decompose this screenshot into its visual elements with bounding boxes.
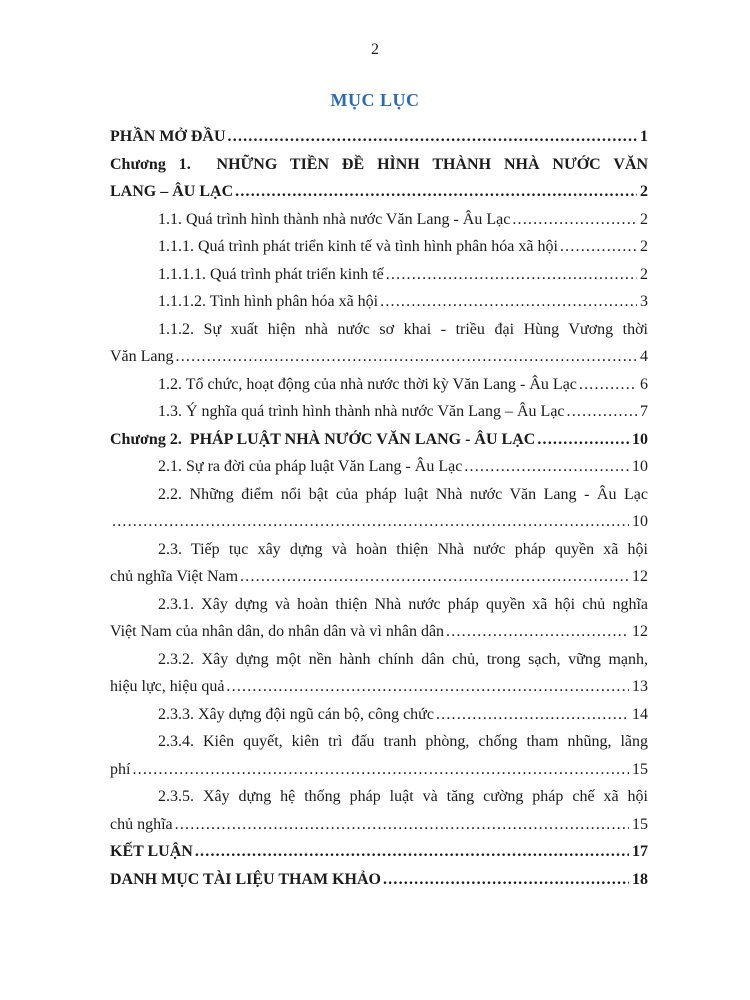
toc-page-number: 10	[632, 430, 648, 448]
toc-entry-text: chủ nghĩa	[110, 815, 173, 833]
toc-line	[110, 453, 648, 481]
toc-page-number: 2	[640, 238, 648, 255]
dot-leader	[112, 508, 629, 536]
toc-page-number: 10	[632, 513, 648, 530]
toc-entry-text: 1.1.1.2. Tình hình phân hóa xã hội	[158, 293, 379, 310]
dot-leader	[567, 398, 637, 426]
toc-page-number: 7	[640, 403, 648, 420]
toc-page-number: 13	[632, 678, 648, 695]
toc-title: MỤC LỤC	[330, 90, 420, 110]
toc-line	[110, 838, 648, 866]
toc-entry-text: chủ nghĩa Việt Nam	[110, 568, 239, 585]
toc-line: Chương 1. NHỮNG TIỀN ĐỀ HÌNH THÀNH NHÀ NƯỚC VĂN	[110, 155, 648, 173]
toc-line	[110, 398, 648, 426]
toc-entry-text: PHẦN MỞ ĐẦU	[110, 128, 226, 145]
toc-line	[110, 233, 648, 261]
toc-entry-text: 2.1. Sự ra đời của pháp luật Văn Lang - Âu Lạc	[158, 458, 463, 475]
toc-entry-text: Việt Nam của nhân dân, do nhân dân và vì nhân dân	[110, 623, 445, 640]
toc-line	[110, 371, 648, 399]
toc-line	[110, 206, 648, 234]
toc-line	[110, 866, 648, 894]
toc-page-number: 12	[632, 568, 648, 585]
toc-line: 2.3.1. Xây dựng và hoàn thiện Nhà nước pháp quyền xã hội chủ nghĩa	[158, 595, 648, 613]
dot-leader	[240, 563, 629, 591]
toc-line	[110, 288, 648, 316]
toc-entry-text: hiệu lực, hiệu quả	[110, 678, 225, 695]
toc-line: 2.3. Tiếp tục xây dựng và hoàn thiện Nhà nước pháp quyền xã hội	[158, 540, 648, 558]
dot-leader	[380, 288, 637, 316]
dot-leader	[579, 371, 637, 399]
toc-page-number: 14	[632, 705, 648, 723]
toc-page-number: 2	[640, 183, 648, 200]
toc-page-number: 1	[640, 128, 648, 145]
dot-leader	[195, 838, 629, 866]
dot-leader	[464, 453, 629, 481]
dot-leader	[560, 233, 637, 261]
dot-leader	[436, 701, 629, 729]
toc-line: 2.3.4. Kiên quyết, kiên trì đấu tranh phòng, chống tham nhũng, lãng	[158, 733, 648, 750]
dot-leader	[132, 756, 629, 784]
dot-leader	[175, 811, 629, 839]
dot-leader	[446, 618, 629, 646]
page-number-header: 2	[371, 41, 379, 58]
dot-leader	[386, 261, 637, 289]
toc-page-number: 17	[632, 843, 648, 860]
dot-leader	[176, 343, 637, 371]
toc-page-number: 2	[640, 210, 648, 228]
toc-line	[110, 426, 648, 454]
toc-page-number: 15	[632, 815, 648, 833]
toc-entry-text: Chương 2. PHÁP LUẬT NHÀ NƯỚC VĂN LANG - ÂU LẠC	[110, 430, 536, 448]
toc-page-number: 12	[632, 623, 648, 640]
toc-line	[110, 673, 648, 701]
toc-list	[110, 123, 648, 893]
toc-entry-text: KẾT LUẬN	[110, 843, 193, 860]
toc-line	[110, 343, 648, 371]
toc-page-number: 3	[640, 293, 648, 310]
toc-line	[110, 261, 648, 289]
toc-page-number: 2	[640, 265, 648, 283]
toc-line: 1.1.2. Sự xuất hiện nhà nước sơ khai - triều đại Hùng Vương thời	[158, 320, 648, 338]
toc-entry-text: 1.2. Tổ chức, hoạt động của nhà nước thời kỳ Văn Lang - Âu Lạc	[158, 375, 577, 393]
toc-line	[110, 508, 648, 536]
toc-line	[110, 563, 648, 591]
toc-entry-text: Văn Lang	[110, 348, 174, 365]
toc-line	[110, 811, 648, 839]
dot-leader	[512, 206, 637, 234]
toc-line	[110, 756, 648, 784]
toc-entry-text: DANH MỤC TÀI LIỆU THAM KHẢO	[110, 870, 381, 888]
toc-entry-text: 1.3. Ý nghĩa quá trình hình thành nhà nước Văn Lang – Âu Lạc	[158, 403, 565, 420]
toc-entry-text: phí	[110, 760, 131, 778]
toc-page-number: 6	[640, 375, 648, 393]
toc-page-number: 4	[640, 348, 648, 365]
dot-leader	[235, 178, 637, 206]
toc-page-number: 18	[632, 870, 648, 888]
dot-leader	[383, 866, 629, 894]
toc-page-number: 15	[632, 760, 648, 778]
toc-line: 2.2. Những điểm nổi bật của pháp luật Nhà nước Văn Lang - Âu Lạc	[158, 485, 648, 503]
toc-line	[110, 178, 648, 206]
toc-line	[110, 618, 648, 646]
toc-entry-text: LANG – ÂU LẠC	[110, 183, 234, 200]
toc-entry-text: 1.1.1.1. Quá trình phát triển kinh tế	[158, 265, 384, 283]
toc-entry-text: 2.3.3. Xây dựng đội ngũ cán bộ, công chức	[158, 705, 434, 723]
toc-line: 2.3.2. Xây dựng một nền hành chính dân chủ, trong sạch, vững mạnh,	[158, 650, 648, 668]
toc-page-number: 10	[632, 458, 648, 475]
toc-line	[110, 123, 648, 151]
dot-leader	[226, 673, 629, 701]
toc-line: 2.3.5. Xây dựng hệ thống pháp luật và tăng cường pháp chế xã hội	[158, 788, 648, 805]
dot-leader	[537, 426, 629, 454]
dot-leader	[228, 123, 637, 151]
toc-line	[110, 701, 648, 729]
toc-entry-text: 1.1. Quá trình hình thành nhà nước Văn Lang - Âu Lạc	[158, 210, 511, 228]
toc-entry-text: 1.1.1. Quá trình phát triển kinh tế và tình hình phân hóa xã hội	[158, 238, 558, 255]
